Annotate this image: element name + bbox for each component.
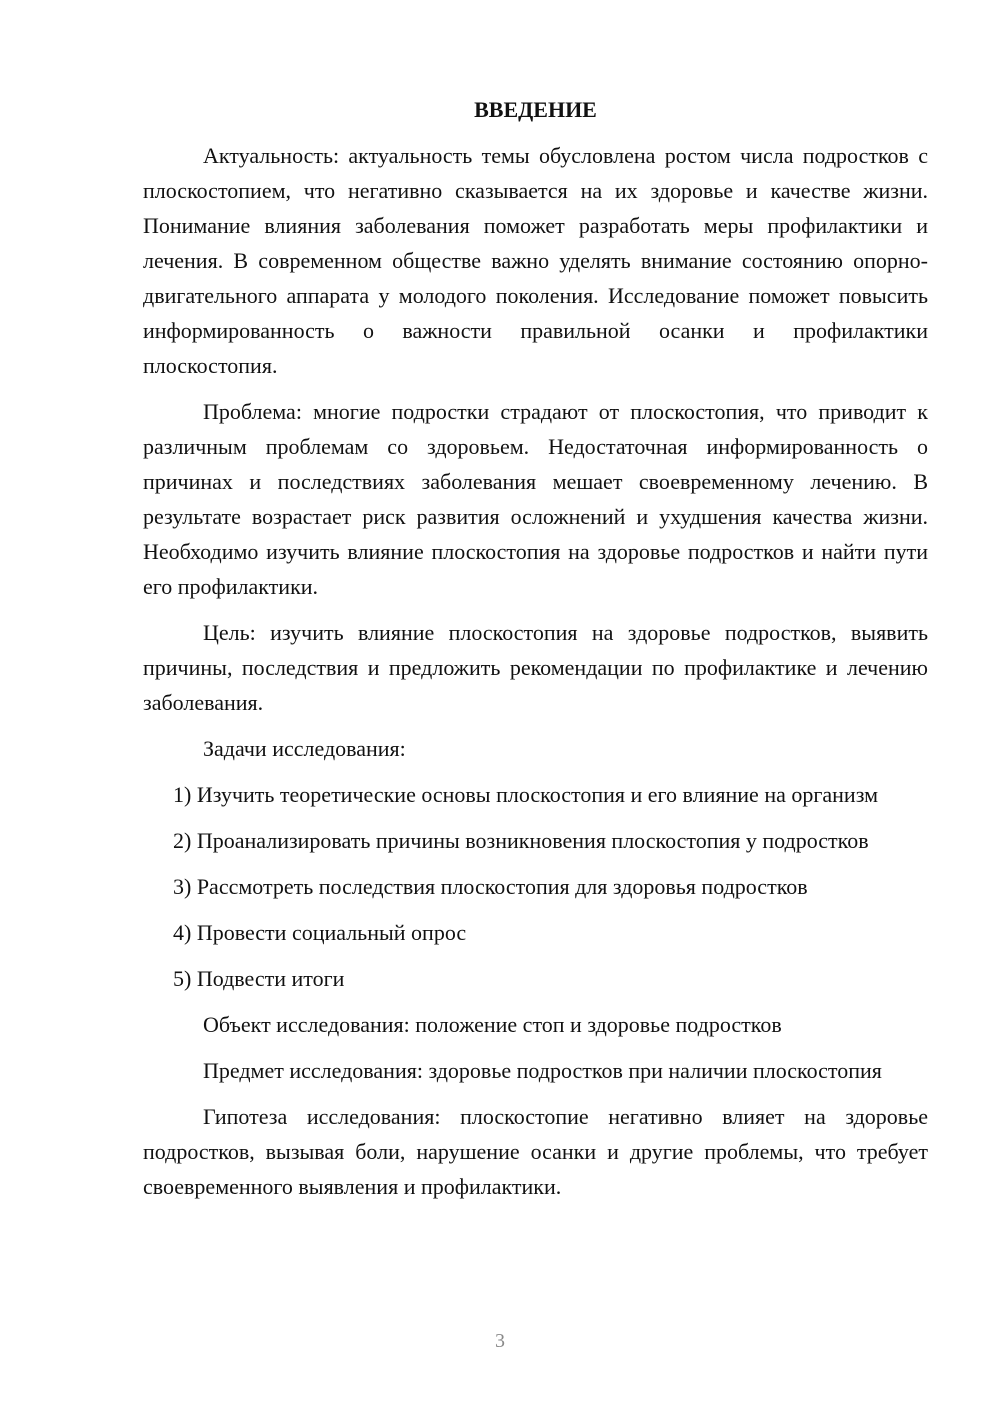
page-number: 3 — [495, 1330, 505, 1352]
task-item-3: 3) Рассмотреть последствия плоскостопия для здоровья подростков — [173, 874, 808, 899]
subject-paragraph: Предмет исследования: здоровье подростков при наличии плоскостопия — [203, 1058, 882, 1083]
problem-paragraph: Проблема: многие подростки страдают от плоскостопия, что приводит к различным проблемам со здоровьем. Недостаточная информированность о причинах и последствиях заболевания мешает своевременному лечению. В результате возрастает риск развития осложнений и ухудшения качества жизни. Необходимо изучить влияние плоскостопия на здоровье подростков и найти пути его профилактики. — [143, 399, 928, 599]
tasks-heading: Задачи исследования: — [203, 736, 406, 761]
relevance-paragraph: Актуальность: актуальность темы обусловлена ростом числа подростков с плоскостопием, что негативно сказывается на их здоровье и качестве жизни. Понимание влияния заболевания поможет разработать меры профилактики и лечения. В современном обществе важно уделять внимание состоянию опорно-двигательного аппарата у молодого поколения. Исследование поможет повысить информированность о важности правильной осанки и профилактики плоскостопия. — [143, 143, 928, 378]
object-paragraph: Объект исследования: положение стоп и здоровье подростков — [203, 1012, 782, 1037]
task-item-4: 4) Провести социальный опрос — [173, 920, 467, 945]
hypothesis-paragraph: Гипотеза исследования: плоскостопие негативно влияет на здоровье подростков, вызывая боли, нарушение осанки и другие проблемы, что требует своевременного выявления и профилактики. — [143, 1104, 928, 1199]
task-item-2: 2) Проанализировать причины возникновения плоскостопия у подростков — [173, 828, 869, 853]
task-item-5: 5) Подвести итоги — [173, 966, 345, 991]
goal-paragraph: Цель: изучить влияние плоскостопия на здоровье подростков, выявить причины, последствия и предложить рекомендации по профилактике и лечению заболевания. — [143, 620, 928, 715]
page-content — [143, 94, 928, 1215]
page-title: ВВЕДЕНИЕ — [474, 97, 597, 122]
task-item-1: 1) Изучить теоретические основы плоскостопия и его влияние на организм — [173, 782, 878, 807]
